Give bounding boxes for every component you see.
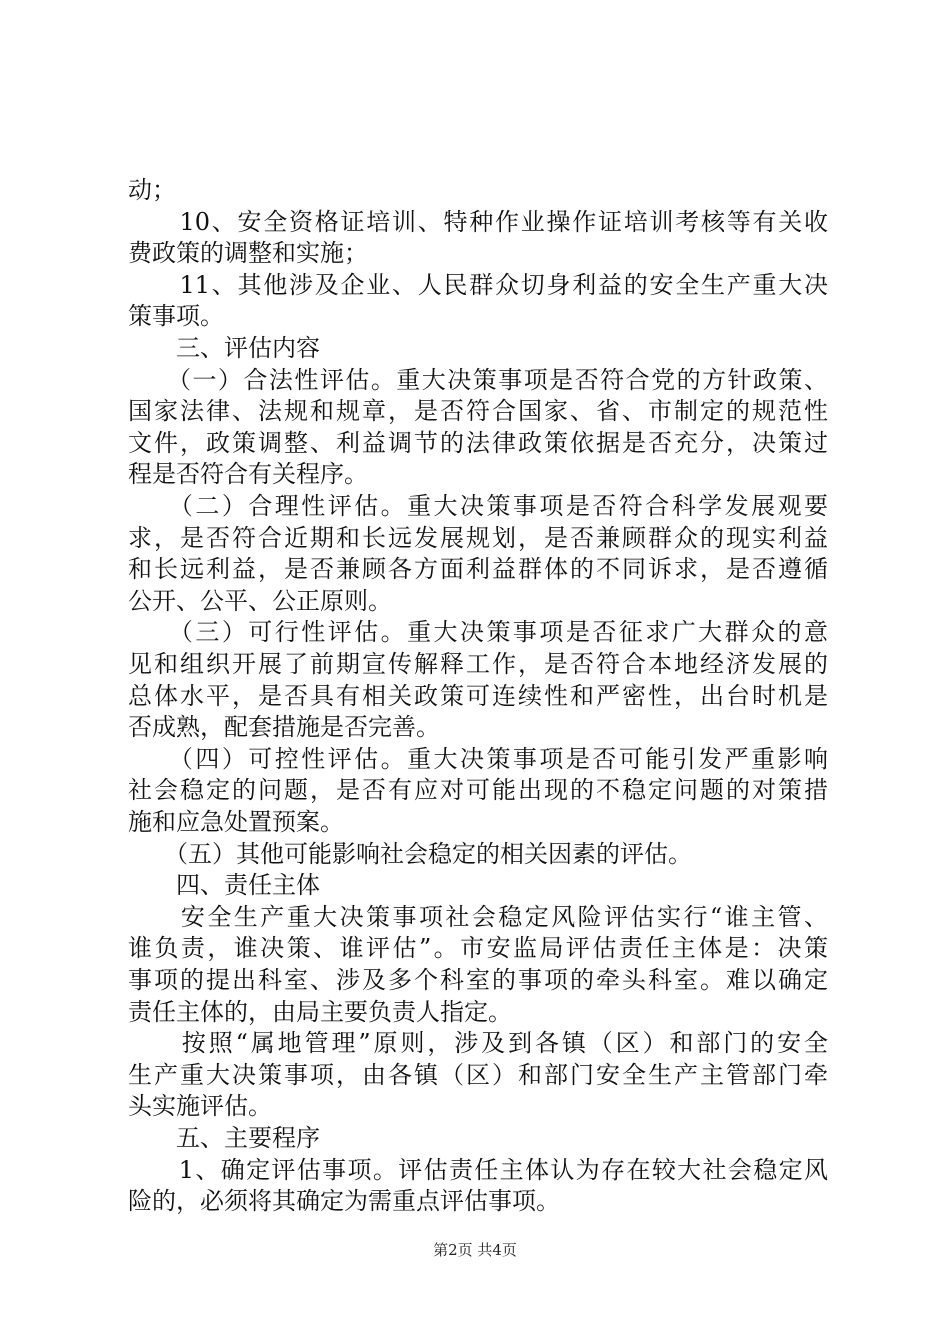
text-line: 公开、公平、公正原则。: [128, 586, 392, 615]
text-line: 责任主体的，由局主要负责人指定。: [128, 997, 512, 1026]
text-line: 四、责任主体: [128, 871, 320, 900]
text-line: 10、安全资格证培训、特种作业操作证培训考核等有关收: [128, 207, 828, 236]
text-line: 和长远利益，是否兼顾各方面利益群体的不同诉求，是否遵循: [128, 555, 828, 584]
page-footer: 第2页 共4页: [433, 1241, 517, 1259]
text-line: 按照“属地管理”原则，涉及到各镇（区）和部门的安全: [128, 1029, 828, 1058]
text-line: 程是否符合有关程序。: [128, 460, 368, 489]
text-line: 1、确定评估事项。评估责任主体认为存在较大社会稳定风: [128, 1155, 828, 1184]
text-line: 施和应急处置预案。: [128, 808, 344, 836]
text-line: 险的，必须将其确定为需重点评估事项。: [128, 1187, 560, 1216]
text-line: 三、评估内容: [128, 334, 320, 362]
text-line: 头实施评估。: [128, 1092, 272, 1121]
text-line: （四）可控性评估。重大决策事项是否可能引发严重影响: [128, 744, 828, 773]
text-line: （五）其他可能影响社会稳定的相关因素的评估。: [128, 839, 692, 868]
text-line: 文件，政策调整、利益调节的法律政策依据是否充分，决策过: [128, 428, 828, 457]
text-line: 求，是否符合近期和长远发展规划，是否兼顾群众的现实利益: [128, 523, 828, 552]
text-line: 见和组织开展了前期宣传解释工作，是否符合本地经济发展的: [128, 650, 828, 678]
text-line: （一）合法性评估。重大决策事项是否符合党的方针政策、: [128, 365, 828, 394]
text-line: 11、其他涉及企业、人民群众切身利益的安全生产重大决: [128, 270, 828, 299]
text-line: 谁负责，谁决策、谁评估”。市安监局评估责任主体是：决策: [128, 934, 828, 963]
text-line: 总体水平，是否具有相关政策可连续性和严密性，出台时机是: [128, 681, 828, 710]
text-line: 安全生产重大决策事项社会稳定风险评估实行“谁主管、: [128, 902, 828, 931]
text-line: 动；: [128, 176, 176, 204]
text-line: 费政策的调整和实施；: [128, 239, 368, 268]
text-line: 生产重大决策事项，由各镇（区）和部门安全生产主管部门牵: [128, 1060, 828, 1089]
text-line: （二）合理性评估。重大决策事项是否符合科学发展观要: [128, 492, 828, 520]
text-line: 事项的提出科室、涉及多个科室的事项的牵头科室。难以确定: [128, 966, 828, 994]
text-line: 否成熟，配套措施是否完善。: [128, 713, 440, 742]
text-line: 策事项。: [128, 302, 224, 331]
text-line: （三）可行性评估。重大决策事项是否征求广大群众的意: [128, 618, 828, 647]
text-line: 社会稳定的问题，是否有应对可能出现的不稳定问题的对策措: [128, 776, 828, 805]
text-line: 五、主要程序: [128, 1124, 320, 1152]
text-line: 国家法律、法规和规章，是否符合国家、省、市制定的规范性: [128, 397, 828, 426]
